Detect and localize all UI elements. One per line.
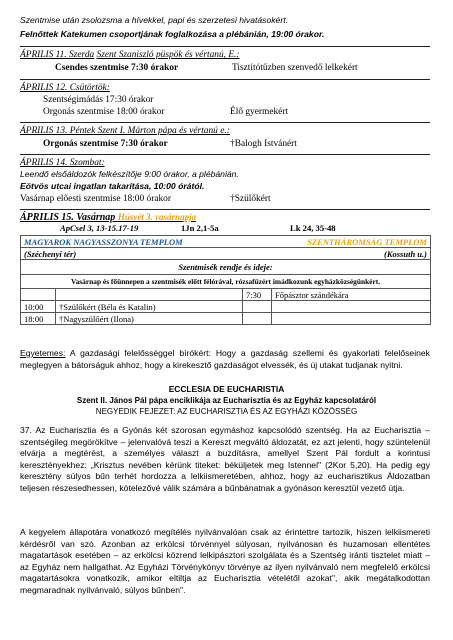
table-row: 18:00 †Nagyszülőért (Ilona)	[21, 313, 431, 325]
address-right: (Kossuth u.)	[243, 248, 431, 260]
church-right: SZENTHÁROMSÁG TEMPLOM	[243, 236, 431, 248]
intro-line-1: Szentmise után zsolozsma a hívekkel, papi és szerzetesi hivatásokért.	[20, 15, 288, 25]
adoration-apr12: Szentségimádás 17:30 órakor	[43, 95, 154, 105]
separator	[20, 154, 430, 155]
address-left: (Széchenyi tér)	[21, 248, 243, 260]
day-heading-apr14: ÁPRILIS 14. Szombat:	[20, 158, 105, 168]
ecclesia-chapter: NEGYEDIK FEJEZET: AZ EUCHARISZTIA ÉS AZ EGYHÁZI KÖZÖSSÉG	[95, 407, 358, 416]
mass-schedule-table	[20, 235, 431, 325]
mass-apr12: Orgonás szentmise 18:00 órakor	[43, 107, 165, 117]
intention-apr14: †Szülőkért	[230, 194, 271, 204]
separator	[20, 46, 430, 47]
paragraph-37-cont: A kegyelem állapotára vonatkozó megítélés nyilvánvalóan csak az érintettre tartozik, hiszen lelkiismereti kérdésről van szó. Azonban az erkölcsi törvénnyel súlyosan, nyilvánosan és huzamosan ellentétes magatartások esetében – az erkölcsi közrend lelkipásztori szolgálata és a Szentség iránti tisztelet miatt – az Egyház nem hallgathat. Az Egyházi Törvénykönyv törvénye az ilyen nyilvánvaló nem megfelelő erkölcsi magatartásokra vonatkozik, amikor eltiltja az Eucharisztia vételétől azokat", akik megátalkodottan megmaradnak nyilvánvaló, súlyos bűnben".	[20, 527, 430, 595]
intention-apr13: †Balogh Istvánért	[230, 139, 297, 149]
event-apr14-2: Eötvös utcai ingatlan takarítása, 10:00 órától.	[20, 181, 205, 191]
separator	[20, 209, 430, 210]
sunday-heading: ÁPRILIS 15. Vasárnap Húsvét 3. vasárnapja	[20, 212, 197, 223]
rosary-notice: Vasárnap és főünnepen a szentmisék előtt félórával, rózsafüzért imádkozunk egyházközségünkért.	[21, 275, 431, 289]
universal-text: A gazdasági felelősséggel bírókért: Hogy a gazdaság szellemi és gyakorlati felelőseinek meglegyen a bátorságuk ahhoz, hogy a kirekesztő gazdaságot elvessék, és új utakat tudjanak nyitni.	[20, 348, 430, 370]
order-title: Szentmisék rendje és ideje:	[21, 260, 431, 275]
mass-apr11: Csendes szentmise 7:30 órakor	[55, 63, 179, 73]
event-apr14-1: Leendő elsőáldozók felkészítője 9:00 órakor, a plébánián.	[20, 169, 239, 179]
table-row: 10:00 †Szülőkért (Béla és Katalin)	[21, 301, 431, 313]
intention-apr11: Tisztítótűzben szenvedő lelkekért	[232, 63, 358, 73]
universal-intention	[20, 348, 430, 371]
mass-apr14: Vasárnap előesti szentmise 18:00 órakor	[20, 194, 171, 204]
intro-line-2: Felnőttek Katekumen csoportjának foglalkozása a plébánián, 19:00 órakor.	[20, 29, 325, 39]
ecclesia-title: ECCLESIA DE EUCHARISTIA	[168, 384, 285, 394]
separator	[20, 79, 430, 80]
ecclesia-subtitle: Szent II. János Pál pápa enciklikája az Eucharisztia és az Egyház kapcsolatáról	[76, 396, 377, 405]
table-row: 7:30 Főpásztor szándékára	[21, 289, 431, 301]
reading-1: ApCsel 3, 13-15.17-19	[60, 223, 139, 233]
day-heading-apr12: ÁPRILIS 12. Csütörtök:	[20, 83, 110, 93]
intention-apr12: Élő gyermekért	[230, 107, 289, 117]
reading-2: 1Jn 2,1-5a	[181, 223, 219, 233]
day-heading-apr11: ÁPRILIS 11. Szerda Szent Szaniszló püspök és vértanú, E.:	[20, 50, 240, 60]
reading-3: Lk 24, 35-48	[290, 223, 336, 233]
mass-apr13: Orgonás szentmise 7:30 órakor	[43, 139, 168, 149]
paragraph-37: 37. Az Eucharisztia és a Gyónás két szorosan egymáshoz kapcsolódó szentség. Ha az Eucharisztia – szentségileg megörökítve – jelenvalóvá teszi a Kereszt megváltó áldozatát, ez azt jelenti, hogy szüntelenül elvárja a megtérést, a személyes választ a buzdításra, amellyel Szent Pál fordult a korintusi keresztényekhez: „Krisztus nevében kérünk titeket: béküljetek meg Istennel" (2Kor 5,20). Ha pedig egy keresztény súlyos bűn terhét hordozza a lelkiismeretében, ahhoz, hogy az eucharisztikus Áldozatban teljesen részesedhessen, kötelezővé válik számára a bűnbánatnak a gyónáson keresztül vezető útja.	[20, 425, 430, 493]
universal-label: Egyetemes:	[20, 348, 66, 358]
day-heading-apr13: ÁPRILIS 13. Péntek Szent I. Márton pápa és vértanú e.:	[20, 126, 230, 136]
sunday-subtitle: Húsvét 3. vasárnapja	[117, 212, 197, 222]
separator	[20, 122, 430, 123]
church-left: MAGYAROK NAGYASSZONYA TEMPLOM	[21, 236, 243, 248]
